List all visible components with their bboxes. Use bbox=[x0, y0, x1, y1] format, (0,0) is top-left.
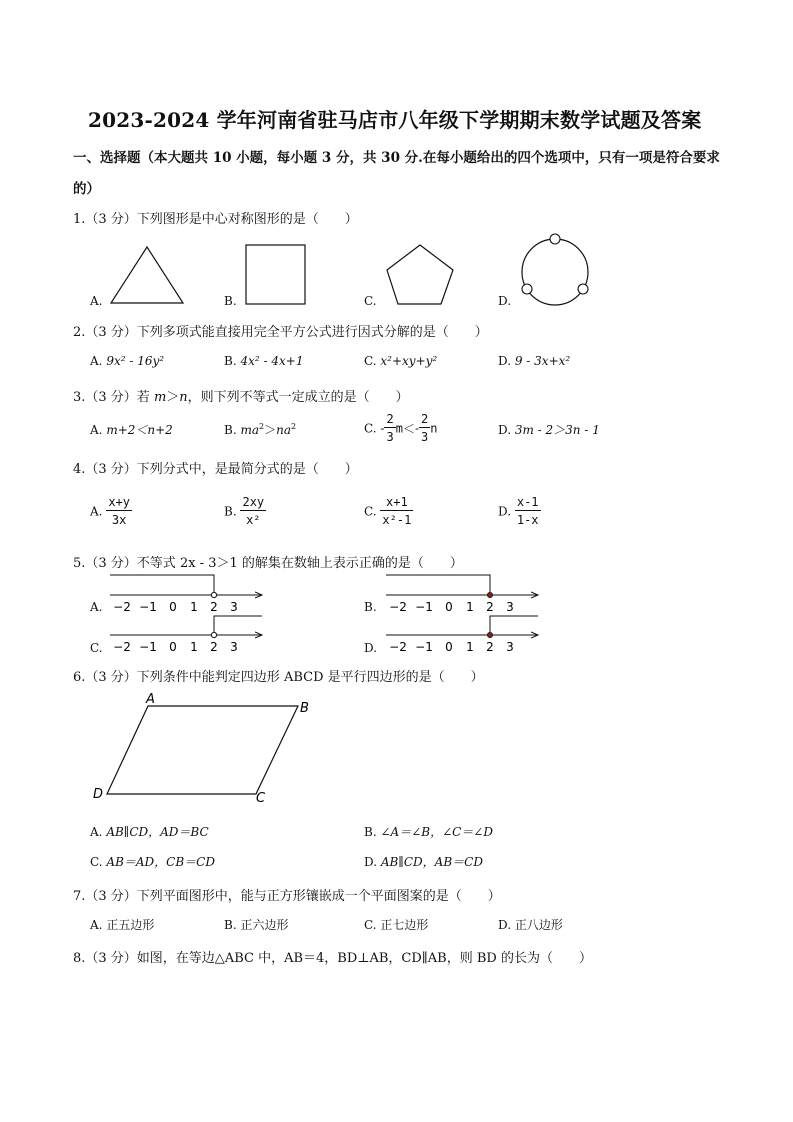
q6-option-c: C. AB＝AD，CB＝CD bbox=[90, 855, 215, 869]
q7-option-b: B. 正六边形 bbox=[224, 918, 289, 932]
vertex-label: D bbox=[93, 787, 104, 802]
square-figure bbox=[246, 245, 305, 304]
question-3-stem: 3.（3 分）若 m＞n，则下列不等式一定成立的是（ ） bbox=[73, 390, 409, 405]
question-1-stem: 1.（3 分）下列图形是中心对称图形的是（ ） bbox=[73, 212, 358, 227]
number-line-d bbox=[386, 616, 538, 654]
fraction: $\frac{2}{3}$ bbox=[386, 412, 394, 444]
tick-label: 1 bbox=[190, 600, 198, 614]
fraction: $\frac{x+y}{3x}$ bbox=[108, 495, 130, 527]
q1-option-d-label: D. bbox=[498, 294, 512, 308]
q3-option-a: A. m+2＜n+2 bbox=[90, 423, 173, 437]
q5-option-b-label: B. bbox=[364, 600, 377, 614]
q7-option-a: A. 正五边形 bbox=[90, 918, 155, 932]
q3-option-b: B. $ma^2>na^2$ bbox=[224, 422, 297, 437]
tick-label: −1 bbox=[415, 640, 433, 654]
fraction: $\frac{2xy}{\text{x²}}$ bbox=[242, 495, 265, 527]
tick-label: −1 bbox=[139, 600, 157, 614]
question-7-stem: 7.（3 分）下列平面图形中，能与正方形镶嵌成一个平面图案的是（ ） bbox=[73, 889, 501, 904]
question-6-stem: 6.（3 分）下列条件中能判定四边形 ABCD 是平行四边形的是（ ） bbox=[73, 670, 484, 685]
vertex-label: B bbox=[300, 701, 309, 716]
tick-label: 3 bbox=[230, 640, 238, 654]
q4-option-b: B. $\frac{2xy}{\text{x²}}$ bbox=[224, 495, 265, 527]
q7-option-c: C. 正七边形 bbox=[364, 918, 429, 932]
number-line-a bbox=[110, 575, 262, 614]
tick-label: 0 bbox=[169, 640, 177, 654]
vertex-label: A bbox=[146, 692, 155, 707]
parallelogram-figure bbox=[80, 690, 330, 810]
question-4-stem: 4.（3 分）下列分式中，是最简分式的是（ ） bbox=[73, 462, 358, 477]
tick-label: −2 bbox=[389, 600, 407, 614]
tick-label: −2 bbox=[113, 600, 131, 614]
tick-label: 3 bbox=[506, 640, 514, 654]
q7-option-d: D. 正八边形 bbox=[498, 918, 563, 932]
vertex-label: C bbox=[256, 791, 266, 806]
q1-option-c-label: C. bbox=[364, 294, 377, 308]
tick-label: −1 bbox=[139, 640, 157, 654]
tick-label: 2 bbox=[486, 600, 494, 614]
section-heading: 一、选择题（本大题共 10 小题，每小题 3 分，共 30 分.在每小题给出的四个选项中，只有一项是符合要求 bbox=[73, 150, 720, 166]
q2-option-a: A. 9x² - 16y² bbox=[90, 354, 165, 368]
q4-option-d: D. $\frac{x-1}{1-x}$ bbox=[498, 495, 539, 527]
q4-option-a: A. $\frac{x+y}{3x}$ bbox=[90, 495, 130, 527]
q4-option-c: C. $\frac{x+1}{\text{x²-1}}$ bbox=[364, 495, 412, 527]
q6-option-a: A. AB∥CD，AD＝BC bbox=[90, 825, 209, 839]
q5-number-lines bbox=[0, 570, 793, 660]
q3-option-c: C. - $\frac{2}{3}$ m＜- $\frac{2}{3}$ n bbox=[364, 412, 438, 444]
q2-option-b: B. 4x² - 4x+1 bbox=[224, 354, 304, 368]
q5-option-d-label: D. bbox=[364, 641, 378, 655]
page-title: 2023-2024 学年河南省驻马店市八年级下学期期末数学试题及答案 bbox=[88, 108, 702, 132]
q3-option-d: D. 3m - 2＞3n - 1 bbox=[498, 423, 600, 437]
number-line-c bbox=[110, 616, 262, 654]
tick-label: −2 bbox=[389, 640, 407, 654]
q2-option-c: C. x²+xy+y² bbox=[364, 354, 438, 368]
circle-three-dots-figure bbox=[522, 234, 588, 305]
tick-label: 0 bbox=[445, 640, 453, 654]
fraction: $\frac{2}{3}$ bbox=[421, 412, 429, 444]
tick-label: −2 bbox=[113, 640, 131, 654]
tick-label: 0 bbox=[169, 600, 177, 614]
q5-option-a-label: A. bbox=[90, 600, 103, 614]
question-5-stem: 5.（3 分）不等式 2x - 3＞1 的解集在数轴上表示正确的是（ ） bbox=[73, 556, 463, 571]
tick-label: −1 bbox=[415, 600, 433, 614]
q6-option-d: D. AB∥CD，AB＝CD bbox=[364, 855, 483, 869]
triangle-figure bbox=[111, 247, 183, 303]
fraction: $\frac{x-1}{1-x}$ bbox=[516, 495, 539, 527]
pentagon-figure bbox=[387, 245, 453, 304]
q1-option-b-label: B. bbox=[224, 294, 237, 308]
tick-label: 2 bbox=[486, 640, 494, 654]
q2-option-d: D. 9 - 3x+x² bbox=[498, 354, 571, 368]
tick-label: 3 bbox=[230, 600, 238, 614]
q1-figures bbox=[0, 230, 793, 310]
tick-label: 0 bbox=[445, 600, 453, 614]
q5-option-c-label: C. bbox=[90, 641, 103, 655]
tick-label: 3 bbox=[506, 600, 514, 614]
question-2-stem: 2.（3 分）下列多项式能直接用完全平方公式进行因式分解的是（ ） bbox=[73, 325, 488, 340]
q1-option-a-label: A. bbox=[90, 294, 103, 308]
tick-label: 1 bbox=[466, 640, 474, 654]
q6-option-b: B. ∠A＝∠B，∠C＝∠D bbox=[364, 825, 493, 839]
question-8-stem: 8.（3 分）如图，在等边△ABC 中，AB＝4，BD⊥AB，CD∥AB，则 BD 的长为（ ） bbox=[73, 951, 592, 966]
tick-label: 2 bbox=[210, 640, 218, 654]
tick-label: 1 bbox=[190, 640, 198, 654]
tick-label: 1 bbox=[466, 600, 474, 614]
fraction: $\frac{x+1}{\text{x²-1}}$ bbox=[382, 495, 412, 527]
number-line-b bbox=[386, 575, 538, 614]
tick-label: 2 bbox=[210, 600, 218, 614]
section-heading-cont: 的） bbox=[73, 181, 100, 197]
